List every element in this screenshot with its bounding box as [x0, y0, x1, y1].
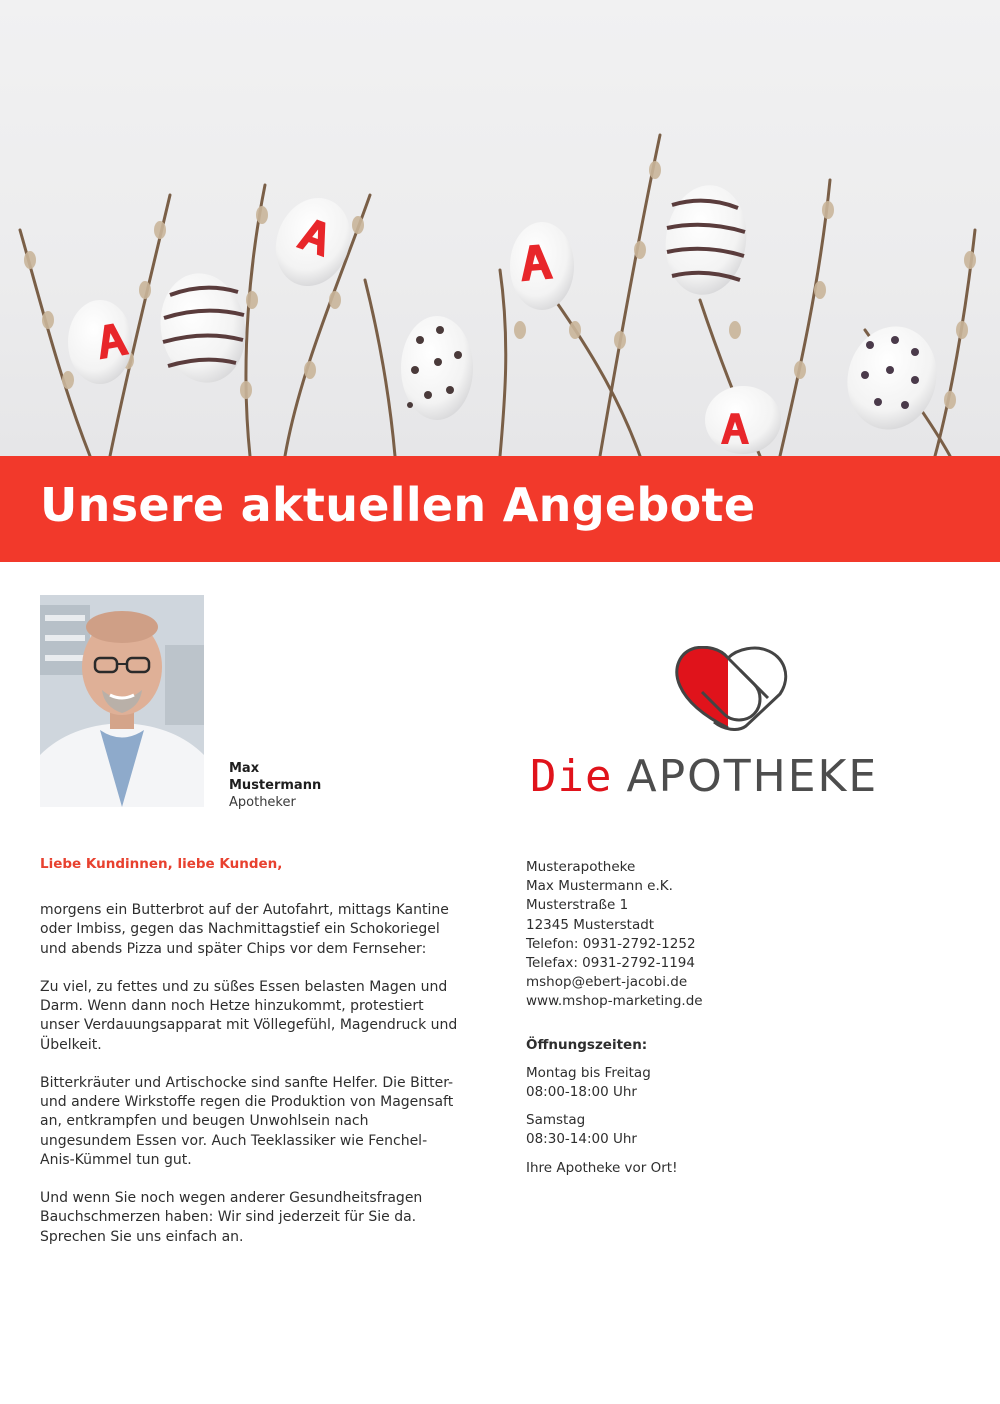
pharmacy-egg-3 [510, 222, 574, 310]
hero-image [0, 0, 1000, 456]
letter-greeting: Liebe Kundinnen, liebe Kunden, [40, 856, 283, 872]
pharmacy-street: Musterstraße 1 [526, 897, 629, 914]
pharmacy-website[interactable]: www.mshop-marketing.de [526, 993, 703, 1010]
hours-saturday-time: 08:30-14:00 Uhr [526, 1131, 637, 1148]
pharmacy-name: Musterapotheke [526, 859, 636, 875]
striped-egg-1 [152, 267, 254, 390]
pharmacy-email[interactable]: mshop@ebert-jacobi.de [526, 974, 688, 991]
hours-saturday-label: Samstag [526, 1112, 586, 1129]
letter-paragraph-2: Zu viel, zu fettes und zu süßes Essen belasten Magen und Darm. Wenn dann noch Hetze hinzukommt, protestiert unser Verdauungsapparat mit Völlegefühl, Magendruck und Übelkeit. [40, 979, 458, 1053]
logo-wordmark [530, 752, 878, 802]
contact-info [526, 858, 846, 1178]
hours-weekdays-label: Montag bis Freitag [526, 1064, 651, 1081]
pharmacy-phone: Telefon: 0931-2792-1252 [526, 935, 696, 952]
pharmacy-fax: Telefax: 0931-2792-1194 [526, 955, 695, 972]
letter-paragraph-4: Und wenn Sie noch wegen anderer Gesundheitsfragen Bauchschmerzen haben: Wir sind jederzeit für Sie da. Sprechen Sie uns einfach an. [40, 1190, 423, 1245]
die-apotheke-logo [530, 640, 930, 810]
closing-line: Ihre Apotheke vor Ort! [526, 1159, 678, 1176]
title-banner [0, 456, 1000, 562]
heart-pill-logo-icon [668, 646, 793, 731]
dotted-egg-2 [836, 316, 948, 439]
page-title: Unsere aktuellen Angebote [40, 478, 756, 532]
pharmacy-egg-2 [264, 187, 362, 296]
pharmacy-egg-1 [68, 300, 132, 384]
logo-die-text: Die [530, 751, 613, 802]
letter-paragraph-1: morgens ein Butterbrot auf der Autofahrt, mittags Kantine oder Imbiss, gegen das Nachmittagstief ein Schokoriegel und abends Pizza und später Chips vor dem Fernseher: [40, 902, 449, 957]
pharmacist-caption [229, 760, 429, 811]
hours-weekdays [526, 1064, 846, 1102]
logo-apotheke-text: APOTHEKE [626, 751, 879, 802]
pharmacist-first-name: Max [229, 761, 260, 776]
pharmacy-city: 12345 Musterstadt [526, 916, 655, 933]
hours-saturday [526, 1111, 846, 1149]
pharmacist-last-name: Mustermann [229, 778, 322, 793]
striped-egg-2 [659, 180, 754, 300]
customer-letter [40, 855, 460, 1266]
pharmacy-egg-4 [705, 386, 781, 454]
letter-paragraph-3: Bitterkräuter und Artischocke sind sanfte Helfer. Die Bitter- und andere Wirkstoffe regen die Produktion von Magensaft an, entkrampfen und beugen Unwohlsein nach ungesundem Essen vor. Auch Teeklassiker wie Fenchel-Anis-Kümmel tun gut. [40, 1075, 454, 1168]
opening-hours-title: Öffnungszeiten: [526, 1036, 648, 1053]
pharmacy-owner: Max Mustermann e.K. [526, 878, 673, 895]
dotted-egg-1 [401, 316, 473, 420]
hours-weekdays-time: 08:00-18:00 Uhr [526, 1084, 637, 1101]
easter-eggs-illustration [0, 0, 1000, 456]
pharmacist-photo [40, 595, 204, 807]
pharmacist-role: Apotheker [229, 795, 296, 810]
